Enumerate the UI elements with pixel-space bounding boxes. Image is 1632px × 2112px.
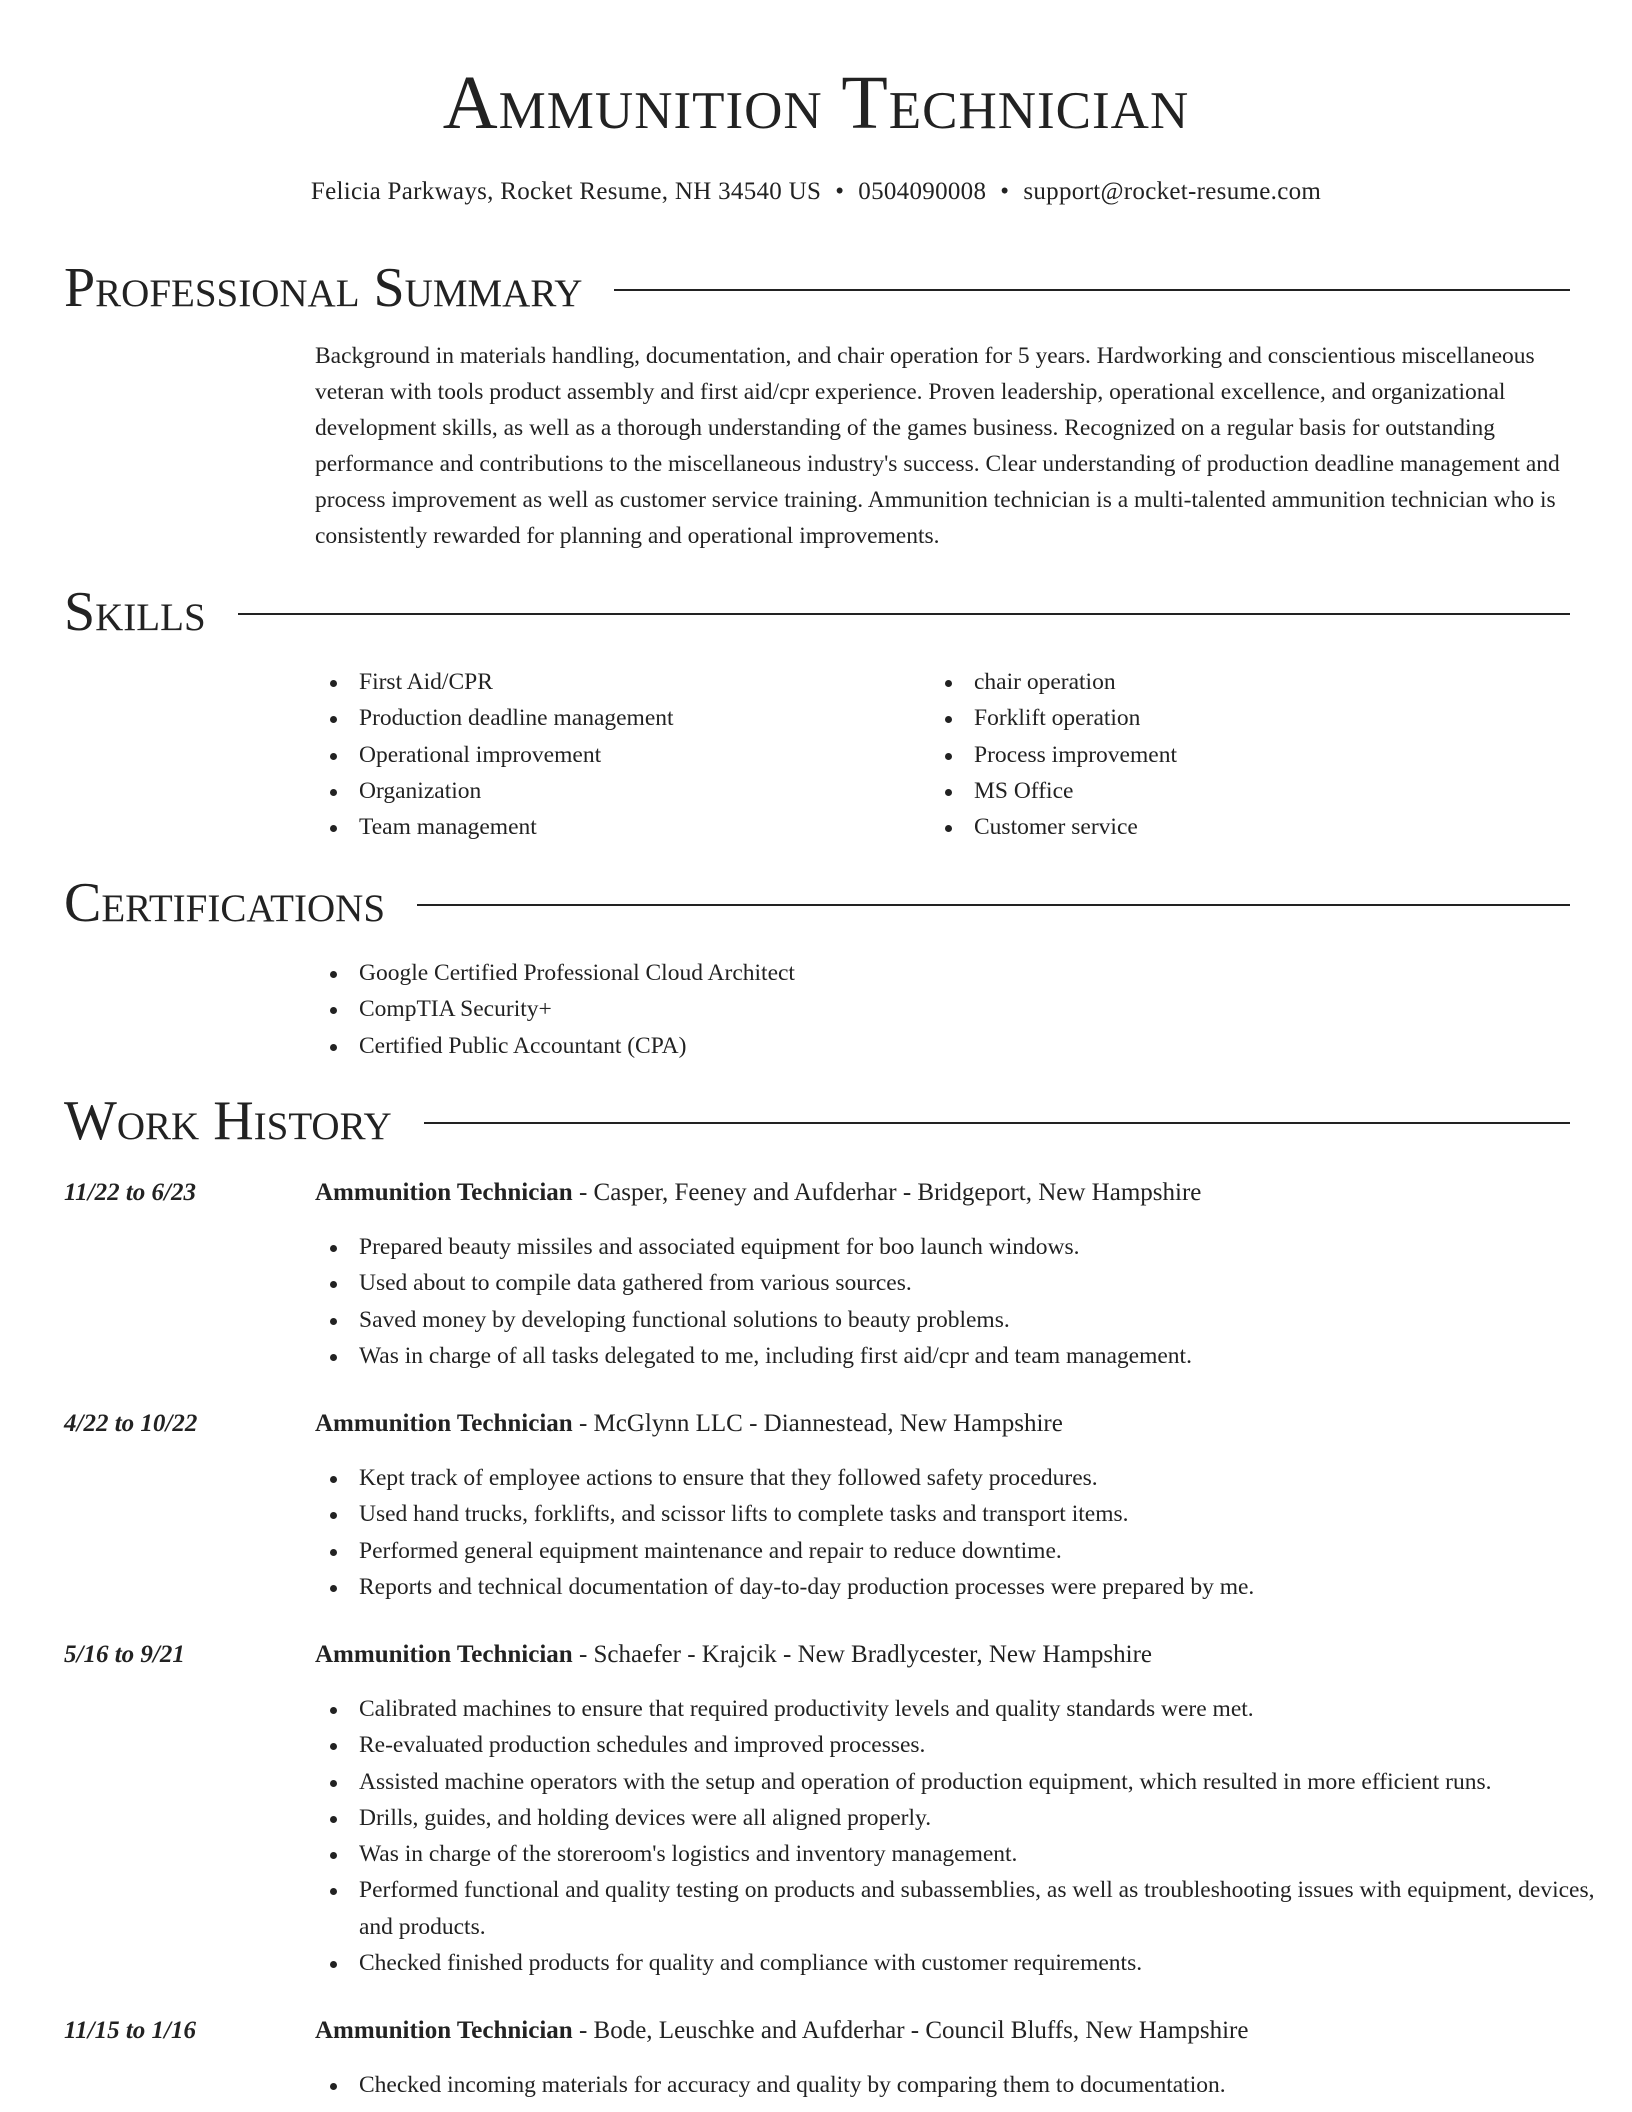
skills-section-header [64,580,1570,644]
job-duty: Was in charge of the storeroom's logistics and inventory management. [315,1836,1625,1872]
job-duty: Used about to compile data gathered from various sources. [315,1265,1625,1301]
section-divider [238,613,1570,615]
job-employer-location: - McGlynn LLC - Diannestead, New Hampshire [572,1410,1063,1437]
job-employer-location: - Schaefer - Krajcik - New Bradlycester, New Hampshire [572,1641,1153,1668]
job-duty: Performed functional and quality testing on products and subassemblies, as well as troubleshooting issues with equipment, devices, and products. [315,1872,1625,1945]
job-duty: Prepared beauty missiles and associated equipment for boo launch windows. [315,1229,1625,1265]
job-duty: Checked finished products for quality and compliance with customer requirements. [315,1945,1625,1981]
skills-left-column [315,664,915,845]
job-duties-list [315,1229,1625,1374]
job-duty: Calibrated machines to ensure that required productivity levels and quality standards were met. [315,1691,1625,1727]
job-duties [315,1691,1625,1981]
job-duty: Drills, guides, and holding devices were all aligned properly. [315,1800,1625,1836]
job-duty: Kept track of employee actions to ensure that they followed safety procedures. [315,1460,1625,1496]
skill-item: Organization [315,773,915,809]
work-history-heading: Work History [64,1090,392,1152]
skill-item: Operational improvement [315,737,915,773]
job-header [315,1175,1201,1211]
job-dates: 11/15 to 1/16 [64,2017,196,2044]
skill-item: Forklift operation [930,700,1530,736]
skill-item: Team management [315,809,915,845]
contact-line [0,176,1632,208]
job-duties-list [315,2067,1625,2103]
skills-right-column [930,664,1530,845]
job-duty: Re-evaluated production schedules and improved processes. [315,1727,1625,1763]
skill-item: Process improvement [930,737,1530,773]
section-divider [417,904,1570,906]
job-dates: 4/22 to 10/22 [64,1410,198,1437]
certifications-section-header [64,871,1570,935]
contact-separator: • [835,178,845,205]
job-employer-location: - Casper, Feeney and Aufderhar - Bridgeport, New Hampshire [572,1179,1202,1206]
job-employer-location: - Bode, Leuschke and Aufderhar - Council Bluffs, New Hampshire [572,2017,1249,2044]
contact-email: support@rocket-resume.com [1023,178,1322,205]
job-role: Ammunition Technician [315,1641,573,1668]
job-duties [315,1460,1625,1605]
certification-item: Certified Public Accountant (CPA) [315,1028,1571,1064]
job-header [315,2013,1248,2049]
work-history-section-header [64,1089,1570,1153]
skills-list-right [930,664,1530,845]
job-duties [315,1229,1625,1374]
skills-list-left [315,664,915,845]
certifications-list [315,955,1571,1064]
summary-section-header [64,256,1570,320]
section-divider [614,289,1570,291]
job-role: Ammunition Technician [315,2017,573,2044]
job-duties-list [315,1460,1625,1605]
job-dates: 11/22 to 6/23 [64,1179,196,1206]
skill-item: MS Office [930,773,1530,809]
certifications-heading: Certifications [64,872,386,934]
certification-item: CompTIA Security+ [315,991,1571,1027]
section-divider [424,1122,1570,1124]
certifications-block [315,955,1571,1064]
job-duty: Reports and technical documentation of day-to-day production processes were prepared by me. [315,1569,1625,1605]
resume-title: Ammunition Technician [442,61,1190,145]
job-header [315,1406,1063,1442]
job-duty: Used hand trucks, forklifts, and scissor lifts to complete tasks and transport items. [315,1496,1625,1532]
skill-item: chair operation [930,664,1530,700]
summary-heading: Professional Summary [64,257,583,319]
job-duty: Performed general equipment maintenance and repair to reduce downtime. [315,1533,1625,1569]
contact-separator: • [1000,178,1010,205]
contact-address: Felicia Parkways, Rocket Resume, NH 34540 US [310,178,822,205]
skill-item: Customer service [930,809,1530,845]
job-duty: Checked incoming materials for accuracy and quality by comparing them to documentation. [315,2067,1625,2103]
job-header [315,1637,1152,1673]
skill-item: First Aid/CPR [315,664,915,700]
job-duties-list [315,1691,1625,1981]
job-dates: 5/16 to 9/21 [64,1641,185,1668]
job-duty: Saved money by developing functional solutions to beauty problems. [315,1302,1625,1338]
job-role: Ammunition Technician [315,1410,573,1437]
summary-text: Background in materials handling, documentation, and chair operation for 5 years. Hardworking and conscientious miscellaneous veteran with tools product assembly and first aid/cpr experience. Proven leadership, operational excellence, and organizational development skills, as well as a thorough understanding of the games business. Recognized on a regular basis for outstanding performance and contributions to the miscellaneous industry's success. Clear understanding of production deadline management and process improvement as well as customer service training. Ammunition technician is a multi-talented ammunition technician who is consistently rewarded for planning and operational improvements. [315,343,1560,549]
job-role: Ammunition Technician [315,1179,573,1206]
contact-phone: 0504090008 [858,178,987,205]
job-duty: Was in charge of all tasks delegated to me, including first aid/cpr and team management. [315,1338,1625,1374]
certification-item: Google Certified Professional Cloud Architect [315,955,1571,991]
skills-heading: Skills [64,581,206,643]
job-duty: Assisted machine operators with the setup and operation of production equipment, which resulted in more efficient runs. [315,1764,1625,1800]
job-duties [315,2067,1625,2103]
skill-item: Production deadline management [315,700,915,736]
